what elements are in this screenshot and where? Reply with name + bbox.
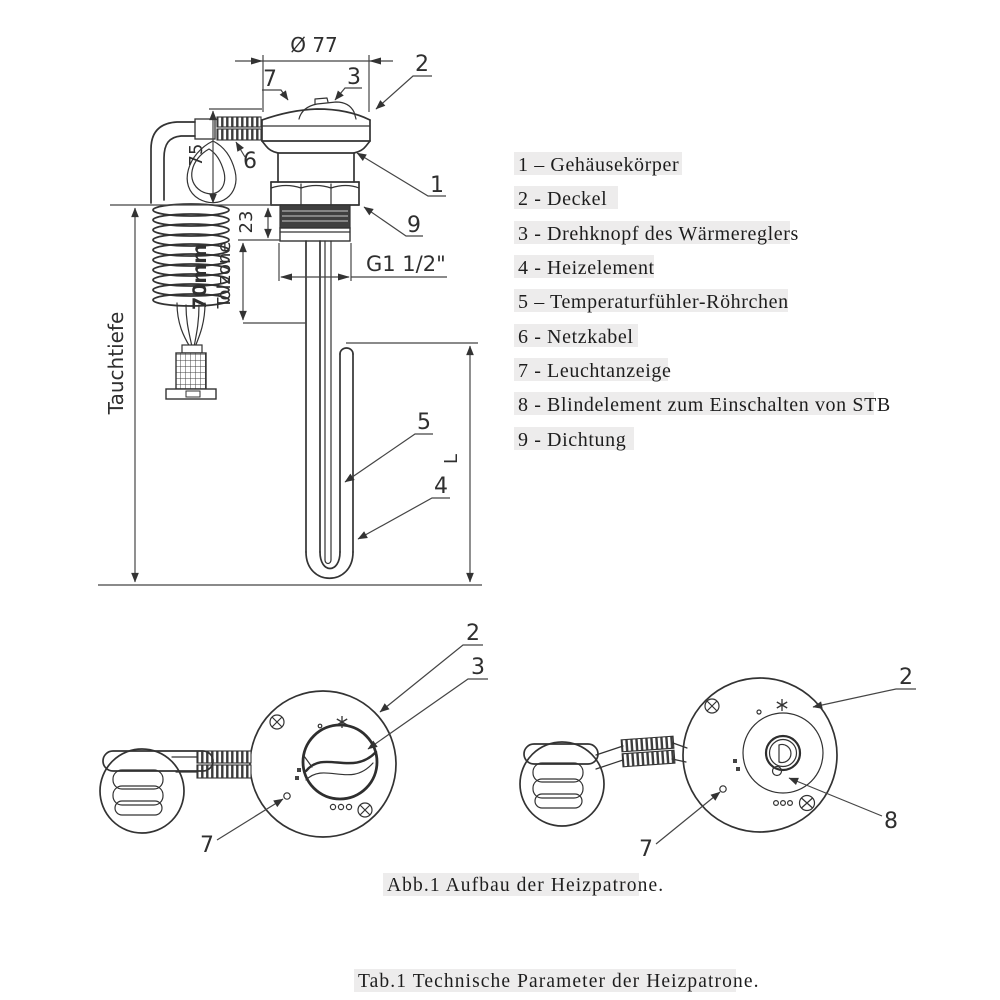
callout-9: 9 bbox=[407, 213, 421, 238]
figure-caption: Abb.1 Aufbau der Heizpatrone. bbox=[387, 875, 665, 896]
scale-mark-left bbox=[733, 759, 737, 763]
heater-head bbox=[262, 98, 370, 241]
cover-view-with-knob bbox=[100, 621, 488, 858]
callout-3: 3 bbox=[347, 65, 361, 90]
hex-nut bbox=[271, 182, 359, 205]
heating-element-tubes bbox=[306, 241, 353, 578]
scale-mark-max bbox=[330, 804, 351, 809]
cable-gland-front bbox=[197, 751, 251, 763]
cover-face bbox=[683, 678, 837, 832]
knob-profile bbox=[299, 102, 356, 119]
screw-bottom-right bbox=[358, 803, 372, 817]
pipe-thread bbox=[280, 205, 350, 241]
u-bend-outer bbox=[306, 552, 353, 578]
legend-item-5: 5 – Temperaturfühler-Röhrchen bbox=[518, 291, 789, 313]
main-callouts bbox=[236, 52, 450, 539]
legend-item-3: 3 - Drehknopf des Wärmereglers bbox=[518, 223, 799, 245]
scale-mark-min bbox=[318, 724, 322, 728]
table-caption: Tab.1 Technische Parameter der Heizpatrone. bbox=[358, 971, 760, 992]
indicator-lamp bbox=[284, 793, 290, 799]
callout-right-2: 2 bbox=[899, 665, 913, 690]
callout-1: 1 bbox=[430, 173, 444, 198]
power-plug-side bbox=[166, 345, 216, 399]
stb-bushing bbox=[766, 736, 800, 770]
scale-mark-left bbox=[297, 768, 301, 772]
indicator-lamp bbox=[720, 786, 726, 792]
legend-item-7: 7 - Leuchtanzeige bbox=[518, 360, 672, 382]
legend-item-1: 1 – Gehäusekörper bbox=[518, 154, 680, 176]
callout-2: 2 bbox=[415, 52, 429, 77]
knob-recess bbox=[743, 713, 823, 793]
housing-shoulder bbox=[262, 141, 370, 153]
callout-6: 6 bbox=[243, 149, 257, 174]
legend-item-6: 6 - Netzkabel bbox=[518, 326, 634, 348]
dim-length-label: L bbox=[441, 453, 462, 465]
u-bend-inner bbox=[320, 552, 340, 569]
dim-diameter-label: Ø 77 bbox=[290, 33, 338, 57]
callout-7: 7 bbox=[263, 67, 277, 92]
cable-ferrule bbox=[195, 119, 215, 139]
callout-5: 5 bbox=[417, 410, 431, 435]
callout-left-3: 3 bbox=[471, 655, 485, 680]
power-plug-front bbox=[520, 742, 604, 826]
legend bbox=[514, 152, 891, 451]
knob-grip bbox=[306, 752, 376, 771]
dim-tauchtiefe-label: Tauchtiefe bbox=[104, 311, 128, 415]
cable-gland-front bbox=[621, 736, 675, 767]
callout-right-8: 8 bbox=[884, 809, 898, 834]
legend-item-4: 4 - Heizelement bbox=[518, 257, 655, 279]
main-side-view bbox=[98, 33, 482, 585]
screw-top-left bbox=[270, 715, 284, 729]
callout-left-7: 7 bbox=[200, 833, 214, 858]
legend-item-2: 2 - Deckel bbox=[518, 188, 608, 210]
cable-gland bbox=[217, 117, 261, 127]
dim-23-label: 23 bbox=[236, 210, 257, 234]
seal-collar bbox=[280, 228, 350, 241]
dim-75-label: 75 bbox=[186, 143, 207, 167]
dim-tolzone-mm: 70mm bbox=[189, 243, 211, 311]
scale-mark-max bbox=[774, 801, 793, 806]
callout-4: 4 bbox=[434, 474, 448, 499]
power-plug-front bbox=[100, 749, 213, 833]
screw-top-left bbox=[705, 699, 719, 713]
screw-bottom-right bbox=[800, 796, 815, 811]
cover-face bbox=[250, 691, 396, 837]
dim-tolzone-word: Tolzone bbox=[214, 241, 235, 309]
cover-view-without-knob bbox=[520, 665, 916, 862]
callout-left-2: 2 bbox=[466, 621, 480, 646]
captions bbox=[354, 873, 760, 992]
frost-icon bbox=[777, 699, 787, 711]
callout-right-7: 7 bbox=[639, 837, 653, 862]
legend-item-9: 9 - Dichtung bbox=[518, 429, 627, 451]
blind-element bbox=[779, 745, 791, 763]
scale-mark-min bbox=[757, 710, 761, 714]
sensor-tube-cap bbox=[340, 348, 353, 354]
dim-thread-label: G1 1/2" bbox=[366, 252, 446, 276]
legend-item-8: 8 - Blindelement zum Einschalten von STB bbox=[518, 394, 891, 416]
